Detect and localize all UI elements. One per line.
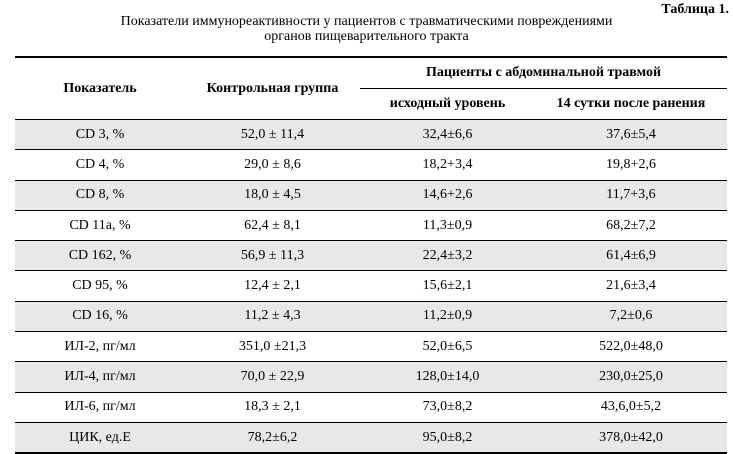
table-caption xyxy=(0,14,733,44)
cell-indicator: ИЛ-4, пг/мл xyxy=(15,362,185,392)
caption-line-2: органов пищеварительного тракта xyxy=(264,29,469,44)
table-row xyxy=(15,392,727,422)
cell-control: 12,4 ± 2,1 xyxy=(185,271,360,301)
cell-day14: 43,6,0±5,2 xyxy=(535,392,727,422)
table-body xyxy=(15,120,727,454)
cell-control: 351,0 ±21,3 xyxy=(185,332,360,362)
table-header xyxy=(15,57,727,120)
cell-indicator: CD 95, % xyxy=(15,271,185,301)
cell-indicator: CD 11a, % xyxy=(15,210,185,240)
cell-indicator: ИЛ-2, пг/мл xyxy=(15,332,185,362)
table-row xyxy=(15,301,727,331)
table-row xyxy=(15,210,727,240)
cell-day14: 68,2±7,2 xyxy=(535,210,727,240)
cell-control: 18,3 ± 2,1 xyxy=(185,392,360,422)
table-row xyxy=(15,150,727,180)
cell-control: 18,0 ± 4,5 xyxy=(185,180,360,210)
cell-indicator: CD 162, % xyxy=(15,241,185,271)
cell-day14: 522,0±48,0 xyxy=(535,332,727,362)
cell-day14: 19,8+2,6 xyxy=(535,150,727,180)
cell-baseline: 52,0±6,5 xyxy=(360,332,535,362)
cell-indicator: CD 8, % xyxy=(15,180,185,210)
cell-control: 70,0 ± 22,9 xyxy=(185,362,360,392)
header-control-group: Контрольная группа xyxy=(185,57,360,120)
table-row xyxy=(15,120,727,150)
cell-control: 52,0 ± 11,4 xyxy=(185,120,360,150)
header-day14: 14 сутки после ранения xyxy=(535,89,727,120)
cell-day14: 61,4±6,9 xyxy=(535,241,727,271)
cell-control: 62,4 ± 8,1 xyxy=(185,210,360,240)
cell-indicator: ЦИК, ед.Е xyxy=(15,422,185,453)
cell-day14: 378,0±42,0 xyxy=(535,422,727,453)
cell-control: 78,2±6,2 xyxy=(185,422,360,453)
cell-baseline: 95,0±8,2 xyxy=(360,422,535,453)
header-patients-group: Пациенты с абдоминальной травмой xyxy=(360,57,727,89)
immunoreactivity-table xyxy=(15,56,727,454)
header-indicator: Показатель xyxy=(15,57,185,120)
table-row xyxy=(15,362,727,392)
cell-baseline: 73,0±8,2 xyxy=(360,392,535,422)
table-row xyxy=(15,180,727,210)
cell-indicator: CD 16, % xyxy=(15,301,185,331)
cell-baseline: 15,6±2,1 xyxy=(360,271,535,301)
cell-control: 11,2 ± 4,3 xyxy=(185,301,360,331)
cell-baseline: 128,0±14,0 xyxy=(360,362,535,392)
cell-indicator: ИЛ-6, пг/мл xyxy=(15,392,185,422)
header-baseline: исходный уровень xyxy=(360,89,535,120)
caption-line-1: Показатели иммунореактивности у пациентов с травматическими повреждениями xyxy=(120,14,613,29)
cell-day14: 230,0±25,0 xyxy=(535,362,727,392)
table-row xyxy=(15,271,727,301)
cell-day14: 11,7+3,6 xyxy=(535,180,727,210)
table-row xyxy=(15,332,727,362)
cell-day14: 21,6±3,4 xyxy=(535,271,727,301)
cell-baseline: 14,6+2,6 xyxy=(360,180,535,210)
table-row xyxy=(15,422,727,453)
cell-indicator: CD 3, % xyxy=(15,120,185,150)
cell-indicator: CD 4, % xyxy=(15,150,185,180)
cell-day14: 7,2±0,6 xyxy=(535,301,727,331)
cell-baseline: 22,4±3,2 xyxy=(360,241,535,271)
cell-control: 29,0 ± 8,6 xyxy=(185,150,360,180)
cell-baseline: 11,3±0,9 xyxy=(360,210,535,240)
cell-control: 56,9 ± 11,3 xyxy=(185,241,360,271)
table-number-label: Таблица 1. xyxy=(661,2,729,17)
table-row xyxy=(15,241,727,271)
cell-day14: 37,6±5,4 xyxy=(535,120,727,150)
cell-baseline: 18,2+3,4 xyxy=(360,150,535,180)
cell-baseline: 11,2±0,9 xyxy=(360,301,535,331)
cell-baseline: 32,4±6,6 xyxy=(360,120,535,150)
